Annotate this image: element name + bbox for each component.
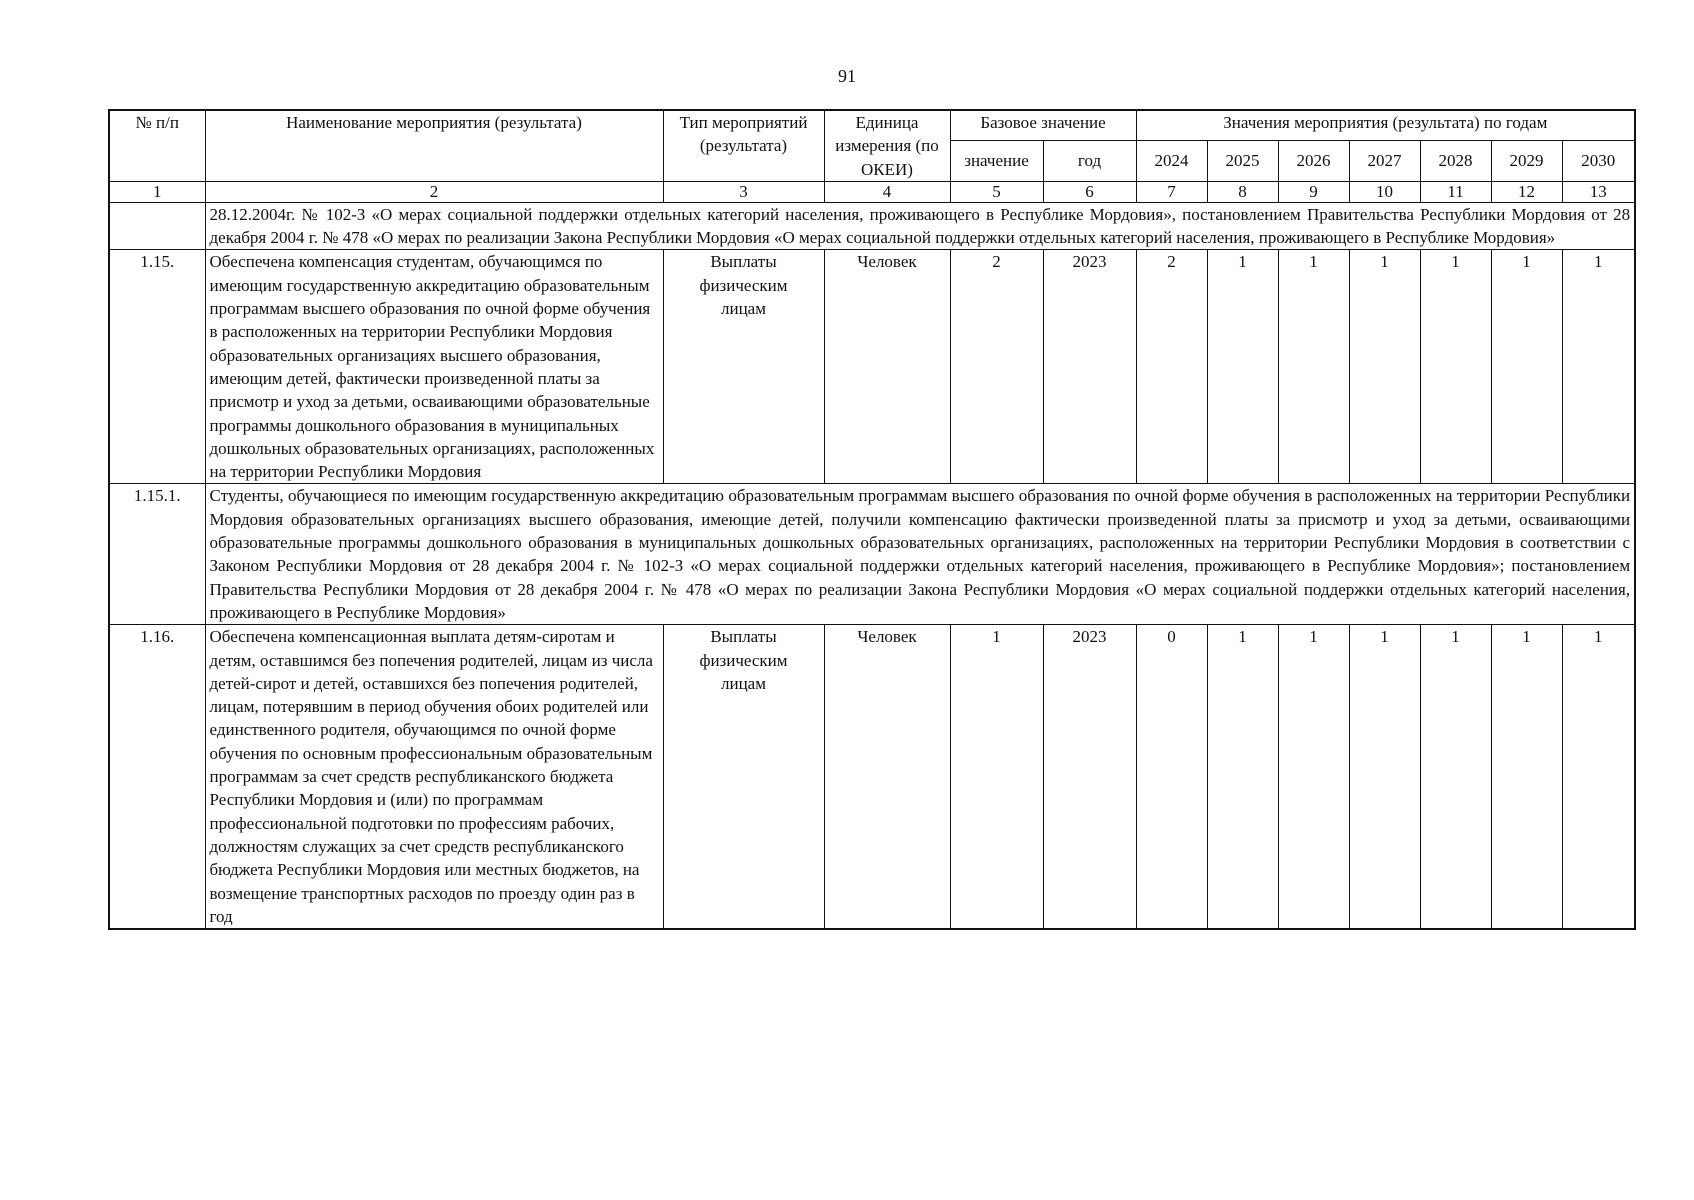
- column-number: 4: [824, 181, 950, 202]
- header-unit: Единица измерения (по ОКЕИ): [824, 110, 950, 181]
- row-base-value: 2: [950, 250, 1043, 484]
- row-value: 1: [1491, 625, 1562, 929]
- result-description: Студенты, обучающиеся по имеющим государственную аккредитацию образовательным программам высшего образования по очной форме обучения в расположенных на территории Республики Мордовия образовательных организациях высшего образования, имеющие детей, получили компенсацию фактически произведенной платы за присмотр и уход за детьми, осваивающими образовательные программы дошкольного образования в муниципальных дошкольных образовательных организациях, расположенных на территории Республики Мордовия в соответствии с Законом Республики Мордовия от 28 декабря 2004 г. № 102-З «О мерах социальной поддержки отдельных категорий населения, проживающего в Республике Мордовия»; постановлением Правительства Республики Мордовия от 28 декабря 2004 г. № 478 «О мерах по реализации Закона Республики Мордовия «О мерах социальной поддержки отдельных категорий населения, проживающего в Республике Мордовия»: [205, 484, 1635, 625]
- column-number: 7: [1136, 181, 1207, 202]
- column-number: 2: [205, 181, 663, 202]
- row-value: 1: [1207, 250, 1278, 484]
- header-year: 2024: [1136, 141, 1207, 182]
- column-number: 8: [1207, 181, 1278, 202]
- row-value: 1: [1420, 625, 1491, 929]
- header-year: 2029: [1491, 141, 1562, 182]
- header-years-group: Значения мероприятия (результата) по годам: [1136, 110, 1635, 141]
- row-base-year: 2023: [1043, 625, 1136, 929]
- page-number: 91: [838, 66, 856, 86]
- header-year: 2025: [1207, 141, 1278, 182]
- table-row: [109, 484, 1635, 625]
- column-number: 10: [1349, 181, 1420, 202]
- row-num-empty: [109, 202, 205, 250]
- row-value: 2: [1136, 250, 1207, 484]
- row-num: 1.15.1.: [109, 484, 205, 625]
- header-year: 2027: [1349, 141, 1420, 182]
- row-name: Обеспечена компенсационная выплата детям-сиротам и детям, оставшимся без попечения родителей, лицам из числа детей-сирот и детей, оставшихся без попечения родителей, лицам, потерявшим в период обучения обоих родителей или единственного родителя, обучающимся по очной форме обучения по основным профессиональным образовательным программам за счет средств республиканского бюджета Республики Мордовия и (или) по программам профессиональной подготовки по профессиям рабочих, должностям служащих за счет средств республиканского бюджета Республики Мордовия или местных бюджетов, на возмещение транспортных расходов по проезду один раз в год: [205, 625, 663, 929]
- row-value: 1: [1349, 250, 1420, 484]
- row-value: 1: [1491, 250, 1562, 484]
- header-year: 2028: [1420, 141, 1491, 182]
- table-row: [109, 625, 1635, 929]
- column-numbers-row: [109, 181, 1635, 202]
- row-type: Выплаты физическим лицам: [663, 625, 824, 929]
- row-base-year: 2023: [1043, 250, 1136, 484]
- column-number: 3: [663, 181, 824, 202]
- column-number: 5: [950, 181, 1043, 202]
- column-number: 6: [1043, 181, 1136, 202]
- header-name: Наименование мероприятия (результата): [205, 110, 663, 181]
- column-number: 13: [1562, 181, 1635, 202]
- row-num: 1.15.: [109, 250, 205, 484]
- header-num: № п/п: [109, 110, 205, 181]
- header-year: 2026: [1278, 141, 1349, 182]
- column-number: 1: [109, 181, 205, 202]
- row-value: 1: [1278, 250, 1349, 484]
- row-value: 1: [1420, 250, 1491, 484]
- row-value: 1: [1278, 625, 1349, 929]
- table-row: [109, 202, 1635, 250]
- column-number: 9: [1278, 181, 1349, 202]
- header-base-value: значение: [950, 141, 1043, 182]
- row-value: 1: [1349, 625, 1420, 929]
- header-base-year: год: [1043, 141, 1136, 182]
- header-row: [109, 110, 1635, 141]
- header-base-group: Базовое значение: [950, 110, 1136, 141]
- row-type: Выплаты физическим лицам: [663, 250, 824, 484]
- row-value: 1: [1562, 250, 1635, 484]
- row-base-value: 1: [950, 625, 1043, 929]
- header-type: Тип мероприятий (результата): [663, 110, 824, 181]
- row-name: Обеспечена компенсация студентам, обучающимся по имеющим государственную аккредитацию образовательным программам высшего образования по очной форме обучения в расположенных на территории Республики Мордовия образовательных организациях высшего образования, имеющим детей, фактически произведенной платы за присмотр и уход за детьми, осваивающими образовательные программы дошкольного образования в муниципальных дошкольных образовательных организациях, расположенных на территории Республики Мордовия: [205, 250, 663, 484]
- continuation-text: 28.12.2004г. № 102-З «О мерах социальной поддержки отдельных категорий населения, проживающего в Республике Мордовия», постановлением Правительства Республики Мордовия от 28 декабря 2004 г. № 478 «О мерах по реализации Закона Республики Мордовия «О мерах социальной поддержки отдельных категорий населения, проживающего в Республике Мордовия»: [205, 202, 1635, 250]
- column-number: 11: [1420, 181, 1491, 202]
- row-num: 1.16.: [109, 625, 205, 929]
- column-number: 12: [1491, 181, 1562, 202]
- row-value: 1: [1207, 625, 1278, 929]
- header-year: 2030: [1562, 141, 1635, 182]
- table-row: [109, 250, 1635, 484]
- row-value: 1: [1562, 625, 1635, 929]
- row-unit: Человек: [824, 625, 950, 929]
- row-unit: Человек: [824, 250, 950, 484]
- row-value: 0: [1136, 625, 1207, 929]
- measures-table: [108, 109, 1636, 930]
